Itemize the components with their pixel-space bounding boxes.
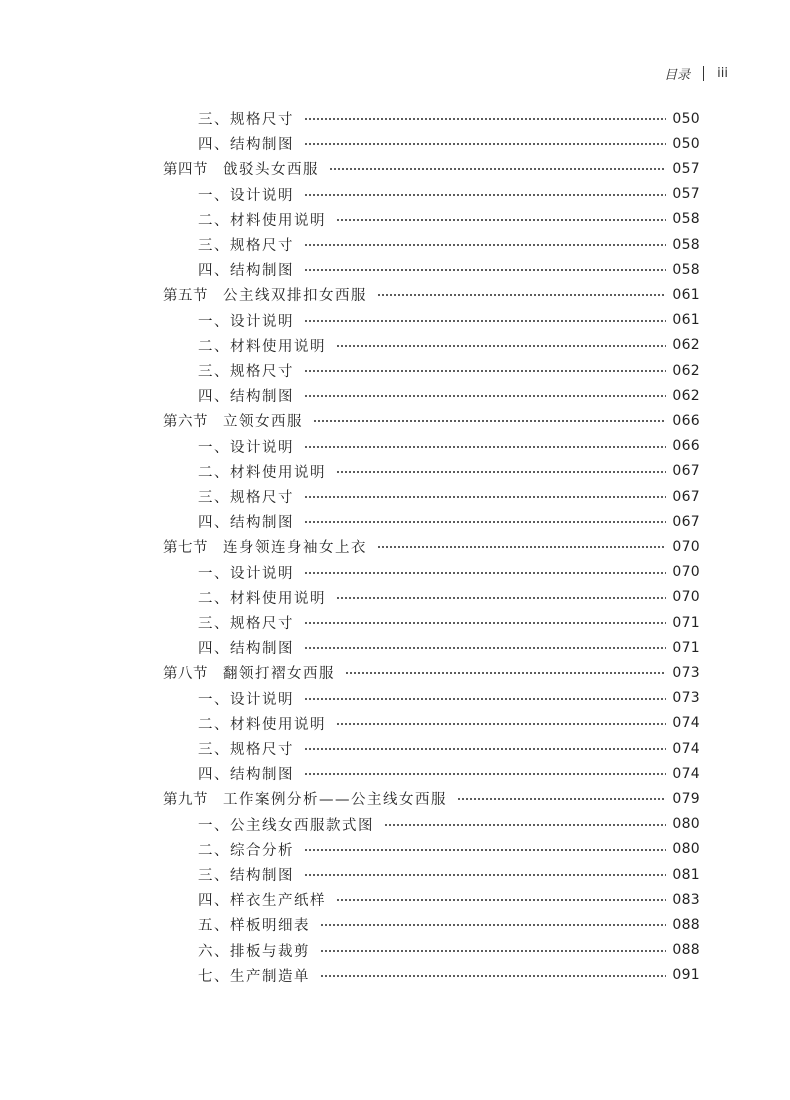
running-header [664,62,728,84]
toc-leader-dots [336,597,666,599]
toc-entry-lead [198,461,326,482]
toc-entry-title: 一、设计说明 [198,691,294,708]
toc-entry-lead [198,436,294,457]
toc-leader-dots [377,294,666,296]
toc-leader-dots [320,950,666,952]
toc-leader-dots [329,168,666,170]
toc-subsection-entry[interactable] [0,484,790,509]
toc-subsection-entry[interactable] [0,459,790,484]
toc-entry-title: 三、规格尺寸 [198,364,294,380]
toc-leader-dots [336,345,666,347]
toc-entry-title: 一、设计说明 [198,439,294,456]
toc-entry-lead [198,587,326,608]
toc-leader-dots [304,395,666,397]
toc-leader-dots [304,748,666,750]
toc-entry-lead [198,864,294,885]
toc-section-entry[interactable] [0,660,790,685]
toc-subsection-entry[interactable] [0,711,790,736]
toc-entry-title: 三、规格尺寸 [198,490,294,506]
toc-entry-lead [163,662,335,683]
header-divider [703,66,704,81]
toc-subsection-entry[interactable] [0,862,790,887]
toc-page-number: 067 [672,463,700,480]
toc-page-number: 058 [672,261,700,278]
toc-entry-lead [198,486,294,507]
toc-section-number: 第八节 [163,666,208,683]
toc-page-number: 050 [672,135,700,152]
toc-section-entry[interactable] [0,408,790,433]
toc-page-number: 062 [672,362,700,379]
toc-entry-title: 四、结构制图 [198,137,294,154]
toc-page-number: 079 [672,790,700,807]
toc-entry-title: 三、规格尺寸 [198,616,294,632]
toc-subsection-entry[interactable] [0,938,790,963]
toc-subsection-entry[interactable] [0,736,790,761]
toc-page-number: 071 [672,639,700,656]
toc-entry-title: 三、规格尺寸 [198,742,294,758]
toc-entry-title: 六、排板与裁剪 [198,943,310,960]
toc-page-number: 088 [672,916,700,933]
toc-leader-dots [336,723,666,725]
toc-subsection-entry[interactable] [0,963,790,988]
toc-entry-lead [163,788,447,809]
toc-entry-lead [198,612,294,633]
toc-entry-lead [198,839,294,860]
toc-entry-lead [198,914,310,935]
toc-leader-dots [320,975,666,977]
toc-subsection-entry[interactable] [0,837,790,862]
toc-page-number: 070 [672,538,700,555]
header-page-number: iii [717,65,728,81]
toc-leader-dots [336,219,666,221]
toc-entry-title: 一、设计说明 [198,565,294,582]
toc-entry-lead [198,562,294,583]
toc-subsection-entry[interactable] [0,560,790,585]
toc-leader-dots [457,798,666,800]
toc-leader-dots [304,320,666,322]
toc-entry-title: 四、结构制图 [198,767,294,784]
toc-entry-lead [163,410,303,431]
toc-entry-lead [198,637,294,658]
toc-subsection-entry[interactable] [0,434,790,459]
toc-entry-lead [198,763,294,784]
toc-subsection-entry[interactable] [0,912,790,937]
toc-subsection-entry[interactable] [0,761,790,786]
toc-leader-dots [304,244,666,246]
toc-page-number: 080 [672,841,700,858]
toc-page-number: 070 [672,589,700,606]
toc-page-number: 088 [672,942,700,959]
toc-subsection-entry[interactable] [0,610,790,635]
toc-page-number: 073 [672,690,700,707]
toc-leader-dots [304,874,666,876]
toc-entry-lead [198,310,294,331]
toc-page-number: 058 [672,236,700,253]
toc-page-number: 073 [672,664,700,681]
toc-section-number: 第五节 [163,288,208,305]
toc-page-number: 066 [672,412,700,429]
toc-entry-title: 二、材料使用说明 [198,716,326,733]
toc-subsection-entry[interactable] [0,308,790,333]
toc-entry-title: 二、综合分析 [198,842,294,859]
toc-entry-title: 一、设计说明 [198,313,294,330]
toc-page-number: 058 [672,211,700,228]
toc-entry-title: 公主线双排扣女西服 [223,288,367,305]
toc-entry-lead [198,889,326,910]
toc-entry-lead [198,385,294,406]
toc-entry-title: 四、结构制图 [198,389,294,406]
toc-leader-dots [304,849,666,851]
toc-entry-lead [163,536,367,557]
toc-page-number: 066 [672,438,700,455]
toc-leader-dots [336,471,666,473]
toc-page-number: 061 [672,286,700,303]
toc-section-entry[interactable] [0,786,790,811]
toc-entry-lead [198,234,294,255]
toc-subsection-entry[interactable] [0,812,790,837]
toc-leader-dots [320,924,666,926]
toc-leader-dots [377,546,666,548]
toc-entry-lead [198,335,326,356]
toc-entry-title: 四、结构制图 [198,641,294,658]
toc-page-number: 050 [672,110,700,127]
toc-leader-dots [304,698,666,700]
toc-subsection-entry[interactable] [0,207,790,232]
toc-leader-dots [304,622,666,624]
toc-entry-lead [163,158,319,179]
toc-entry-lead [198,814,374,835]
toc-entry-lead [163,284,367,305]
toc-entry-title: 四、结构制图 [198,263,294,280]
toc-page-number: 057 [672,160,700,177]
toc-entry-lead [198,940,310,961]
toc-leader-dots [304,773,666,775]
toc-page-number: 062 [672,387,700,404]
toc-entry-title: 翻领打褶女西服 [223,666,335,683]
toc-leader-dots [384,824,666,826]
toc-leader-dots [304,269,666,271]
toc-entry-title: 四、样衣生产纸样 [198,893,326,910]
toc-leader-dots [304,143,666,145]
toc-section-number: 第九节 [163,792,208,809]
toc-entry-lead [198,184,294,205]
toc-entry-lead [198,209,326,230]
toc-leader-dots [304,496,666,498]
toc-entry-title: 一、设计说明 [198,187,294,204]
toc-entry-title: 二、材料使用说明 [198,212,326,229]
toc-section-number: 第七节 [163,540,208,557]
toc-leader-dots [304,647,666,649]
toc-entry-title: 三、规格尺寸 [198,238,294,254]
toc-leader-dots [304,446,666,448]
toc-entry-lead [198,259,294,280]
header-title: 目录 [664,67,691,83]
toc-section-number: 第六节 [163,414,208,431]
toc-entry-title: 二、材料使用说明 [198,590,326,607]
toc-entry-lead [198,738,294,759]
toc-section-number: 第四节 [163,162,208,179]
toc-subsection-entry[interactable] [0,232,790,257]
toc-leader-dots [304,118,666,120]
toc-leader-dots [304,194,666,196]
toc-page-number: 067 [672,488,700,505]
toc-leader-dots [304,572,666,574]
toc-entry-title: 工作案例分析——公主线女西服 [223,792,447,809]
toc-entry-title: 五、样板明细表 [198,918,310,935]
toc-entry-title: 二、材料使用说明 [198,464,326,481]
toc-page-number: 074 [672,715,700,732]
toc-subsection-entry[interactable] [0,509,790,534]
toc-page-number: 080 [672,816,700,833]
toc-page-number: 071 [672,614,700,631]
toc-entry-title: 一、公主线女西服款式图 [198,817,374,834]
toc-page-number: 091 [672,967,700,984]
toc-entry-lead [198,360,294,381]
toc-page-number: 081 [672,866,700,883]
toc-subsection-entry[interactable] [0,686,790,711]
toc-subsection-entry[interactable] [0,333,790,358]
toc-subsection-entry[interactable] [0,106,790,131]
toc-subsection-entry[interactable] [0,585,790,610]
toc-entry-lead [198,713,326,734]
toc-subsection-entry[interactable] [0,358,790,383]
toc-page-number: 083 [672,891,700,908]
toc-page-number: 061 [672,312,700,329]
toc-entry-lead [198,133,294,154]
toc-page-number: 074 [672,740,700,757]
toc-entry-title: 四、结构制图 [198,515,294,532]
toc-entry-title: 连身领连身袖女上衣 [223,540,367,557]
toc-page-number: 074 [672,765,700,782]
toc-subsection-entry[interactable] [0,182,790,207]
toc-subsection-entry[interactable] [0,131,790,156]
toc-section-entry[interactable] [0,534,790,559]
toc-section-entry[interactable] [0,156,790,181]
toc-entry-title: 二、材料使用说明 [198,338,326,355]
toc-leader-dots [304,370,666,372]
toc-subsection-entry[interactable] [0,383,790,408]
toc-subsection-entry[interactable] [0,887,790,912]
toc-entry-lead [198,511,294,532]
toc-entry-title: 三、规格尺寸 [198,112,294,128]
toc-entry-lead [198,965,310,986]
toc-entry-title: 立领女西服 [223,414,303,431]
toc-subsection-entry[interactable] [0,635,790,660]
toc-page-number: 067 [672,513,700,530]
toc-page-number: 057 [672,186,700,203]
toc-page-number: 062 [672,337,700,354]
toc-entry-title: 戗驳头女西服 [223,162,319,179]
toc-entry-lead [198,688,294,709]
toc-leader-dots [304,521,666,523]
toc-entry-title: 三、结构制图 [198,868,294,884]
toc-leader-dots [313,420,666,422]
toc-page-number: 070 [672,564,700,581]
toc-entry-lead [198,108,294,129]
toc-leader-dots [336,899,666,901]
toc-leader-dots [345,672,666,674]
toc-section-entry[interactable] [0,282,790,307]
toc-entry-title: 七、生产制造单 [198,968,310,985]
toc-subsection-entry[interactable] [0,257,790,282]
